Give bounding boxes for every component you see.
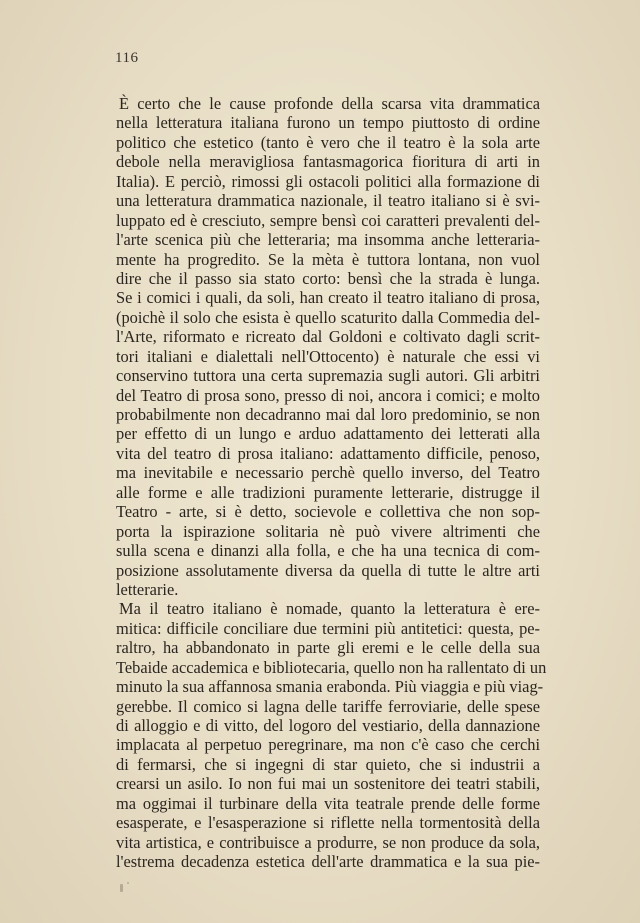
text-line: Italia). E perciò, rimossi gli ostacoli politici alla formazione di [116,171,540,191]
text-line: vita del teatro di prosa italiano: adattamento difficile, penoso, [116,443,540,463]
text-line: Tebaide accademica e bibliotecaria, quello non ha rallentato di un [116,657,547,677]
text-line: (poichè il solo che esista è quello scaturito dalla Commedia del- [116,307,540,327]
text-line: mente ha progredito. Se la mèta è tuttora lontana, non vuol [116,249,540,269]
text-line: del Teatro di prosa sono, presso di noi, ancora i comici; e molto [116,385,540,405]
text-line: letterarie. [116,579,179,599]
text-line: È certo che le cause profonde della scarsa vita drammatica [119,94,540,113]
body-text [116,94,547,872]
text-line: crearsi un asilo. Io non fui mai un sostenitore dei teatri stabili, [116,774,540,794]
text-line: politico che estetico (tanto è vero che il teatro è la sola arte [116,132,540,152]
text-line: vita artistica, e contribuisce a produrre, se non produce da sola, [116,832,540,852]
text-line: una letteratura drammatica nazionale, il teatro italiano si è svi- [116,191,540,211]
page-number: 116 [115,50,139,66]
text-line: Teatro - arte, si è detto, socievole e collettiva che non sop- [116,502,540,522]
paper-speck [120,884,123,892]
text-line: alle forme e alle tradizioni puramente letterarie, distrugge il [116,482,540,502]
text-line: porta la ispirazione solitaria nè può vivere altrimenti che [116,521,540,541]
text-line: di alloggio e di vitto, del logoro del vestiario, della dannazione [116,716,540,735]
text-line: l'estrema decadenza estetica dell'arte drammatica e la sua pie- [116,852,540,872]
text-line: tori italiani e dialettali nell'Ottocento) è naturale che essi vi [116,346,540,366]
text-line: posizione assolutamente diversa da quella di tutte le altre arti [116,560,540,580]
text-line: implacata al perpetuo peregrinare, ma non c'è caso che cerchi [116,735,540,755]
text-line: ma inevitabile e necessario perchè quello inverso, del Teatro [116,463,540,483]
text-line: mitica: difficile conciliare due termini più antitetici: questa, pe- [116,618,540,638]
text-line: l'arte scenica più che letteraria; ma insomma anche letteraria- [116,230,540,250]
paper-speck [127,882,129,884]
text-line: l'Arte, riformato e ricreato dal Goldoni e coltivato dagli scrit- [116,327,540,347]
text-line: Se i comici i quali, da soli, han creato il teatro italiano di prosa, [116,288,540,308]
text-line: minuto la sua affannosa smania erabonda. Più viaggia e più viag- [116,677,544,697]
text-line: probabilmente non decadranno mai dal loro predominio, se non [116,405,540,424]
text-line: per effetto di un lungo e arduo adattamento dei letterati alla [116,424,540,444]
text-line: di fermarsi, che si ingegni di star quieto, che si industrii a [116,754,540,774]
text-line: sulla scena e dinanzi alla folla, e che ha una tecnica di com- [116,541,540,561]
text-line: Ma il teatro italiano è nomade, quanto la letteratura è ere- [119,599,540,619]
text-line: debole nella meravigliosa fantasmagorica fioritura di arti in [116,152,540,172]
text-line: esasperate, e l'esasperazione si riflette nella tormentosità della [116,813,540,833]
text-line: luppato ed è cresciuto, sempre bensì coi caratteri prevalenti del- [116,210,540,230]
text-line: dire che il passo sia stato corto: bensì che la strada è lunga. [116,268,540,288]
text-line: raltro, ha abbandonato in parte gli eremi e le celle della sua [116,638,540,658]
text-line: ma oggimai il turbinare della vita teatrale prende delle forme [116,793,540,813]
text-line: conservino tuttora una certa supremazia sugli autori. Gli arbitri [116,366,540,386]
text-line: gerebbe. Il comico si lagna delle tariffe ferroviarie, delle spese [116,696,540,716]
text-line: nella letteratura italiana furono un tempo piuttosto di ordine [116,113,540,133]
